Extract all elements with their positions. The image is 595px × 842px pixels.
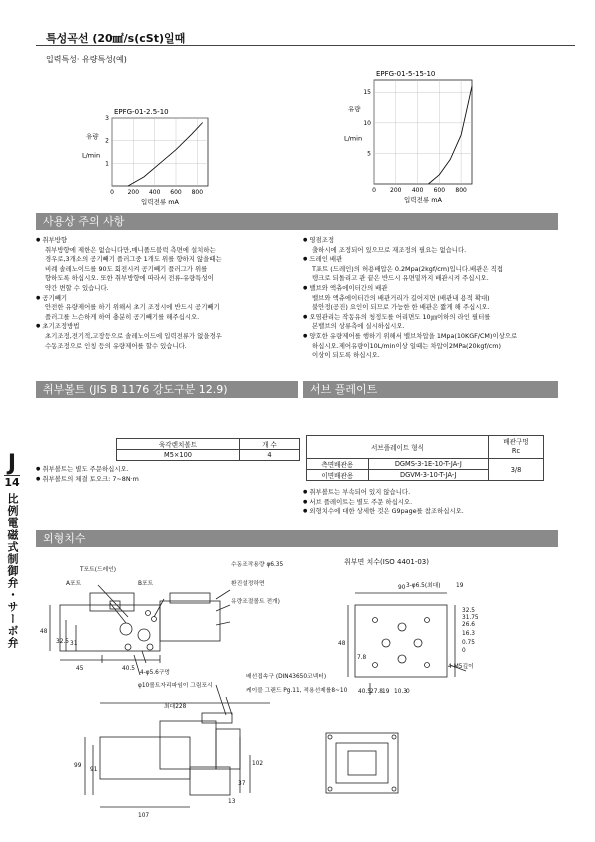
- label-b-port: B포트: [138, 581, 154, 587]
- dimension-section-bar: 외형치수: [36, 530, 558, 547]
- dim-mount-31-75: 31.75: [462, 615, 479, 621]
- caution-left-line: 수동조정으로 인칭 등의 유량제어를 할수 있습니다.: [45, 341, 187, 350]
- bolt-header-wrench: 육각렌치볼트: [117, 439, 240, 450]
- dim-mount-19: 19: [456, 583, 464, 589]
- chart-2-svg: [320, 62, 490, 212]
- chart0.y-tick-label: 2: [105, 137, 109, 145]
- caution-right-line: 불안정(공진) 요인이 되므로 가능한 한 배관은 짧게 해 주십시오.: [312, 303, 490, 312]
- label-mount-face: 취부면 치수(ISO 4401-03): [344, 558, 429, 566]
- label-a-port: A포트: [66, 581, 82, 587]
- chart0.series-line: [128, 123, 203, 187]
- chart1.x-tick-label: 0: [372, 187, 376, 194]
- bolt-header-count: 개 수: [240, 439, 300, 450]
- caution-left-head-2: ● 초기조정방법: [36, 322, 298, 332]
- label-cable: 케이블 그랜드 Pg.11, 적용선제를8~10: [246, 688, 348, 694]
- caution-right-head-1: ● 드레인 배관: [303, 255, 565, 265]
- chart0.x-tick-label: 200: [127, 189, 140, 196]
- dim-mount-90: 90: [398, 585, 406, 591]
- dim-mount-27-8: 27.8: [370, 689, 383, 695]
- chart1.xlabel: 입력전류 mA: [404, 196, 442, 204]
- chart1.title: EPFG-01-5-15-10: [376, 70, 436, 78]
- chart0.ylabel-top: 유량: [86, 132, 99, 141]
- chart0.x-tick-label: 0: [110, 189, 114, 196]
- subplate-row-2-model: DGVM-3-10-T-JA-J: [368, 470, 488, 481]
- caution-right-line: T포트 (드레인)의 허용배압은 0.2Mpa(2kgf/cm)입니다.배관은 직접: [312, 264, 503, 273]
- dim-mount-40-5: 40.5: [358, 689, 371, 695]
- subplate-note-2: ● 서브 플레이트는 별도 주문 하십시오.: [303, 498, 553, 508]
- chart0.y-tick-label: 3: [105, 115, 109, 122]
- side-tab-letter: J: [7, 451, 17, 476]
- label-t-port: T포트(드레인): [80, 567, 117, 573]
- caution-left-head-1: ● 공기빼기: [36, 294, 298, 304]
- caution-left-line: 플러그를 느슨하게 하여 충분히 공기빼기를 해주십시오.: [45, 312, 200, 321]
- dim-side-99: 99: [74, 763, 82, 769]
- chart0.xlabel: 입력전류 mA: [141, 198, 179, 206]
- chart1.y-tick-label: 10: [363, 119, 371, 127]
- plan-view: [326, 733, 398, 793]
- subplate-pipe-size: 3/8: [489, 459, 544, 481]
- chart1.y-tick-label: 5: [367, 150, 371, 158]
- subplate-note-3: ● 외형치수에 대한 상세한 것은 G9page를 참조하십시오.: [303, 507, 553, 517]
- dim-mount-26-6: 26.6: [462, 622, 475, 628]
- chart-epfg-2-5: [60, 100, 230, 212]
- bolt-size: M5×100: [117, 450, 240, 461]
- dim-mount-0b: 0: [406, 689, 410, 695]
- bolt-count: 4: [240, 450, 300, 461]
- side-tab-category: 比例電磁式制御弁・サーボ弁: [6, 493, 19, 649]
- chart1.ylabel-unit: L/min: [344, 134, 363, 143]
- dim-front-48: 48: [40, 629, 48, 635]
- mount-face-view: [348, 593, 466, 695]
- chart-epfg-5-15: [320, 62, 490, 212]
- bolt-notes: [36, 465, 286, 484]
- page-title: 특성곡선 (20㎟/s(cSt)일때: [46, 32, 186, 45]
- caution-left-line: 안전한 유량제어를 하기 위해서 초기 조정시에 반드시 공기빼기: [45, 303, 220, 312]
- subplate-row-1-model: DGMS-3-1E-10-T-JA-J: [368, 459, 488, 470]
- caution-right-head-2: ● 밸브와 액츄에이터간의 배관: [303, 284, 565, 294]
- caution-right-line: 이상이 되도록 하십시오.: [312, 351, 380, 360]
- subplate-header-pipe: 배관구멍 Rc: [489, 436, 544, 459]
- chart1.x-tick-label: 600: [433, 187, 446, 194]
- label-manual-adj: 수동조작용량 φ6.35: [231, 562, 284, 568]
- dim-side-228: 최대228: [164, 704, 187, 710]
- chart1.x-tick-label: 400: [411, 187, 424, 194]
- front-view: [50, 585, 230, 675]
- subplate-row-2-label: 이면배관용: [307, 470, 369, 481]
- caution-right-line: 본밸브의 상류측에 실시하십시오.: [312, 322, 405, 331]
- bolt-table: [116, 438, 300, 461]
- subplate-note-1: ● 취부볼트는 부속되어 있지 않습니다.: [303, 488, 553, 498]
- side-tab-number: 14: [4, 476, 20, 489]
- caution-left-line: 향하도록 하십시오. 또한 취부방향에 따라서 전류-유량특성이: [45, 274, 214, 283]
- dim-mount-16-3: 16.3: [462, 631, 475, 637]
- chart1.x-tick-label: 800: [455, 187, 467, 194]
- chart-1-svg: [60, 100, 230, 212]
- dim-mount-7-8: 7.8: [357, 655, 367, 661]
- bolt-note-1: ● 취부볼트는 별도 주문하십시오.: [36, 465, 286, 475]
- label-bolt-thread: 4-M5깊이: [448, 664, 474, 670]
- dim-side-37: 37: [238, 781, 246, 787]
- chart0.x-tick-label: 600: [170, 189, 182, 196]
- dim-side-107: 107: [138, 813, 150, 819]
- subplate-row-1-label: 측면배관용: [307, 459, 369, 470]
- chart1.y-tick-label: 15: [363, 89, 371, 97]
- dim-front-45: 45: [76, 666, 84, 672]
- caution-left-line: 초기조정,전기적,고장등으로 솔레노이드에 입력전류가 없을경우: [45, 331, 222, 340]
- caution-left-line: 비례 솔레노이드를 90도 회전시켜 공기빼기 플러그가 위를: [45, 264, 208, 273]
- chart-subtitle: 입력특성· 유량특성(예): [46, 55, 127, 64]
- caution-right-line: 하십시오.제어유량이10L/min이상 일때는 차압이2MPa(20kgf/cm): [312, 341, 502, 350]
- dim-mount-10-3: 10.3: [394, 689, 407, 695]
- bolt-note-2: ● 취부볼트의 체결 토오크: 7~8N·m: [36, 475, 286, 485]
- label-holes: 4-φ5.6구멍: [140, 670, 171, 676]
- subplate-section-bar: 서브 플레이트: [303, 381, 558, 398]
- caution-left-line: 취부방향에 제한은 없습니다만,매니폴드블럭 측면에 설치하는: [45, 245, 216, 254]
- subplate-header-type: 서브플레이트 형식: [307, 436, 489, 459]
- dim-front-31: 31: [70, 641, 78, 647]
- caution-right-line: 출하시에 조정되어 있으므로 재조정의 필요는 없습니다.: [312, 245, 467, 254]
- dim-side-13: 13: [228, 799, 236, 805]
- label-connector: 배선접속구 (DIN43650코넥터): [246, 674, 327, 680]
- chart0.x-tick-label: 400: [148, 189, 161, 196]
- dim-side-91: 91: [90, 767, 98, 773]
- chart1.series-line: [428, 86, 472, 184]
- dim-mount-0: 0: [462, 648, 466, 654]
- side-tab: [0, 453, 24, 649]
- caution-right-line: 탱크로 되돌리고 관 끝은 반드시 유면밑까지 배관시켜 주십시오.: [312, 274, 489, 283]
- dimension-drawings: [30, 555, 570, 840]
- chart0.x-tick-label: 800: [191, 189, 204, 196]
- caution-right-column: [303, 236, 565, 361]
- caution-right-line: 밸브와 액츄에이터간의 배관거리가 길어지면 (배관내 용적 확대): [312, 293, 490, 302]
- caution-left-head-0: ● 취부방향: [36, 236, 298, 246]
- dim-side-102: 102: [252, 761, 264, 767]
- dim-mount-0-75: 0.75: [462, 640, 475, 646]
- caution-right-head-3: ● 오염관리는 작동유의 청정도를 어리면도 10㎛이하의 라인 필터를: [303, 313, 565, 323]
- caution-left-column: [36, 236, 298, 351]
- caution-right-head-4: ● 양호한 유량제어를 행하기 위해서 밸브차압을 1Mpa(10KGF/CM)이상으로: [303, 332, 565, 342]
- chart0.title: EPFG-01-2.5-10: [114, 108, 169, 116]
- label-air-vent: 환진설정하면: [231, 581, 265, 587]
- chart1.ylabel-top: 유량: [348, 105, 361, 114]
- dim-mount-19b: 19: [382, 689, 390, 695]
- subplate-table: [306, 435, 544, 481]
- chart0.y-tick-label: 1: [105, 160, 109, 168]
- dim-front-40-5: 40.5: [122, 666, 135, 672]
- dim-mount-32-5: 32.5: [462, 608, 475, 614]
- label-holes-small: 3-φ6.5(최대): [406, 583, 441, 589]
- caution-section-bar: 사용상 주의 사항: [36, 213, 558, 230]
- chart1.plot-frame: [374, 80, 472, 184]
- dim-mount-48: 48: [338, 641, 346, 647]
- chart0.ylabel-unit: L/min: [82, 151, 101, 160]
- caution-right-head-0: ● 영점조정: [303, 236, 565, 246]
- caution-left-line: 경우로,3개소의 공기빼기 플러그중 1개도 위를 향하지 않을때는: [45, 255, 222, 264]
- label-bolt-circle: φ10볼트자리파임이 그림포시: [138, 683, 213, 689]
- bolt-section-bar: 취부볼트 (JIS B 1176 강도구분 12.9): [36, 381, 298, 398]
- subplate-notes: [303, 488, 553, 517]
- chart1.x-tick-label: 200: [390, 187, 402, 194]
- dim-front-32-5: 32.5: [56, 639, 69, 645]
- caution-left-line: 약간 변할 수 있습니다.: [45, 283, 109, 292]
- label-flow-adj: 유량조절볼트 전개): [231, 599, 280, 605]
- chart0.plot-frame: [112, 118, 208, 186]
